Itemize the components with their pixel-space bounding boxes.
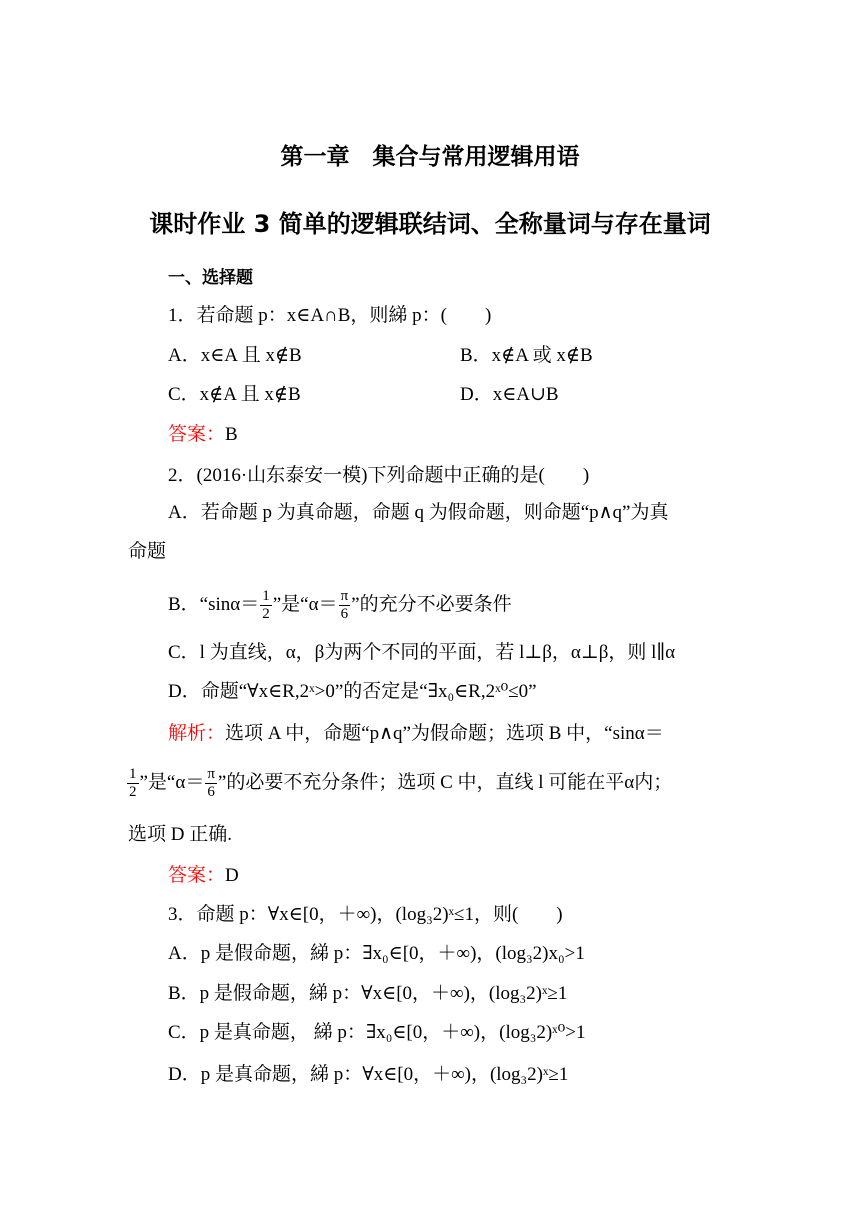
q1-answer [168,423,238,447]
q2-analysis-label: 解析： [168,723,226,744]
q1-option-d: D．x∈A∪B [460,384,559,405]
fraction-numerator: 1 [262,588,270,604]
fraction-denominator: 6 [340,606,349,622]
fraction-numerator: π [340,588,349,604]
q2-analysis-line2 [126,766,672,801]
q1-option-b: B．x∉A 或 x∉B [460,345,593,366]
q2-analysis-fraction [127,766,139,801]
fraction-denominator: 2 [129,784,137,800]
fraction-numerator: 1 [129,766,137,782]
q1-stem: 1．若命题 p：x∈A∩B，则綈 p：( ) [168,305,492,326]
q2-stem-suffix: )下列命题中正确的是( ) [361,465,590,486]
q2-analysis-line3: 选项 D 正确. [128,824,232,845]
fraction-denominator: 6 [207,784,215,800]
q3-option-c: C．p 是真命题， 綈 p：∃x₀∈[0，＋∞)，(log₃2)ˣ⁰>1 [168,1022,586,1043]
q2-analysis-line1 [168,722,664,746]
q3-option-d: D．p 是真命题，綈 p：∀x∈[0，＋∞)，(log₃2)ˣ≥1 [168,1064,569,1085]
q2-option-d: D．命题“∀x∈R,2ˣ>0”的否定是“∃x₀∈R,2ˣ⁰≤0” [168,681,537,702]
q2-stem [168,463,589,488]
q2-option-b [168,588,512,623]
fraction-numerator: π [207,766,215,782]
q2-option-b-fraction2 [339,588,351,623]
q3-stem: 3．命题 p：∀x∈[0，＋∞)，(log₃2)ˣ≤1，则( ) [168,904,563,925]
lesson-title: 课时作业 3 简单的逻辑联结词、全称量词与存在量词 [149,210,711,238]
q2-stem-prefix: 2．(2016· [168,465,248,486]
q2-option-a-line1: A．若命题 p 为真命题，命题 q 为假命题，则命题“p∧q”为真 [168,502,669,523]
q2-option-a-line2: 命题 [128,541,167,562]
q3-option-a: A．p 是假命题，綈 p：∃x₀∈[0，＋∞)，(log₃2)x₀>1 [168,943,585,964]
q1-answer-value: B [225,424,238,445]
fraction-denominator: 2 [262,606,270,622]
q2-option-c: C．l 为直线，α，β为两个不同的平面，若 l⊥β，α⊥β，则 l∥α [168,642,676,663]
q2-option-b-fraction [260,588,272,623]
q2-option-b-mid: ”是“α＝ [272,593,338,615]
q2-analysis-mid: ”是“α＝ [139,771,205,793]
q2-analysis-fraction2 [205,766,217,801]
chapter-title: 第一章 集合与常用逻辑用语 [280,144,580,170]
q2-analysis-text2: ”的必要不充分条件；选项 C 中，直线 l 可能在平α内； [217,771,673,793]
q2-answer [168,864,239,888]
q1-answer-label: 答案： [168,424,226,445]
q2-stem-source: 山东泰安一模 [247,464,362,486]
q1-option-a: A．x∈A 且 x∉B [168,345,302,366]
q2-answer-label: 答案： [168,865,226,886]
q2-answer-value: D [225,865,239,886]
q1-option-c: C．x∉A 且 x∉B [168,384,301,405]
q2-analysis-text1: 选项 A 中，命题“p∧q”为假命题；选项 B 中，“sinα＝ [225,723,664,744]
q3-option-b: B．p 是假命题，綈 p：∀x∈[0，＋∞)，(log₃2)ˣ≥1 [168,983,568,1004]
q2-option-b-suffix: ”的充分不必要条件 [351,593,512,615]
section-title: 一、选择题 [168,268,253,288]
q2-option-b-prefix: B．“sinα＝ [168,593,260,615]
